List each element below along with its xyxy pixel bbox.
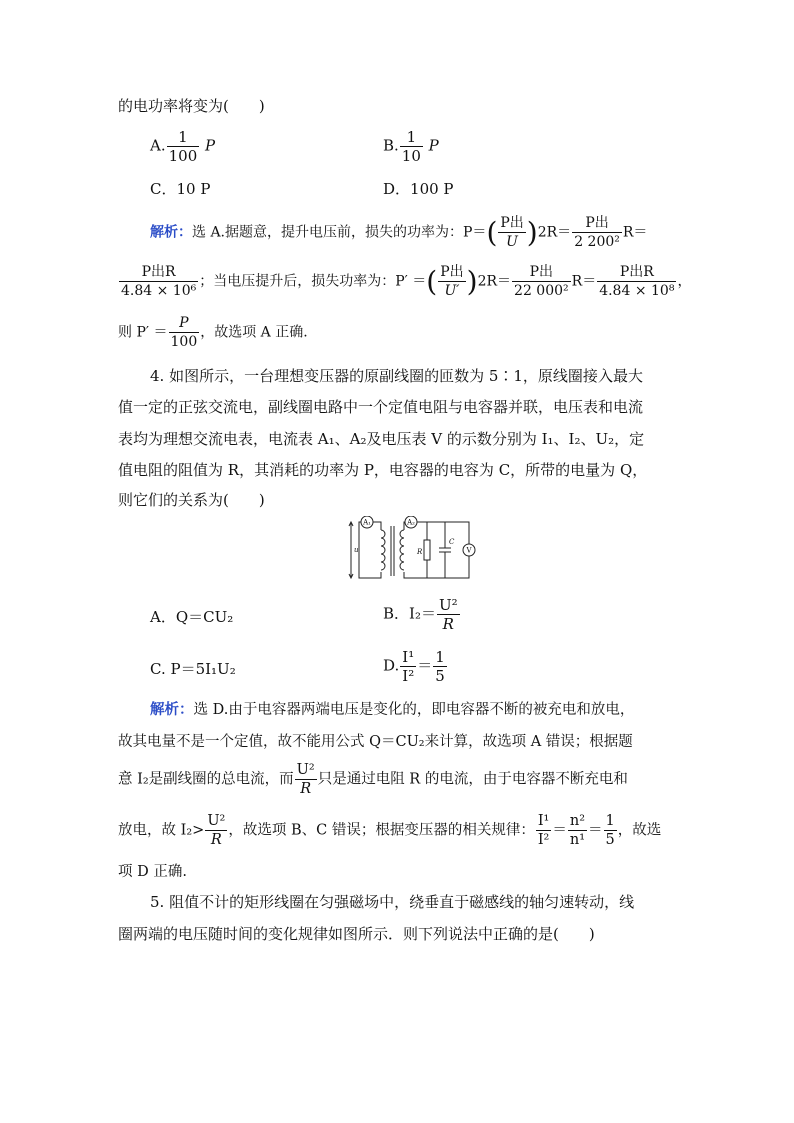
q3-option-a: A. $\frac{1}{100}$ P <box>150 128 216 165</box>
q4-line-5: 则它们的关系为( ) <box>118 491 265 509</box>
q4-option-d: D. $\frac{\text{I¹}}{\text{I²}}$ ＝ $\frac{1}{5}$ <box>383 648 445 685</box>
q5-line-2: 圈两端的电压随时间的变化规律如图所示．则下列说法中正确的是( ) <box>118 925 595 943</box>
q4-option-c: C. P＝5I₁U₂ <box>150 660 236 678</box>
q4-solution-line-1: 解析：选 D.由于电容器两端电压是变化的，即电容器不断的被充电和放电， <box>150 701 635 718</box>
q3-solution-line-3: 则 P′ ＝ $\frac{P}{100}$ ，故选项 A 正确. <box>118 315 308 350</box>
q4-line-3: 表均为理想交流电表，电流表 A₁、A₂及电压表 V 的示数分别为 I₁、I₂、U₂，定 <box>118 430 645 448</box>
q4-option-a: A．Q＝CU₂ <box>150 608 234 626</box>
q3-optA-fraction: $\frac{1}{100}$ <box>168 128 198 165</box>
q3-solution-line-1: 解析：选 A.据题意，提升电压前，损失的功率为：P＝( $\frac{\text{P出}}{U}$ )2R＝ $\frac{\text{P出}}{\text{2 200²}}$ R＝ <box>150 215 648 250</box>
q4-solution-line-5: 项 D 正确. <box>118 864 187 880</box>
transformer-circuit-diagram <box>345 516 485 586</box>
q3-option-b: B. $\frac{1}{10}$ P <box>383 128 439 165</box>
q3-option-c: C．10 P <box>150 180 211 198</box>
q3-optB-fraction: $\frac{1}{10}$ <box>401 128 421 165</box>
source-u-label: u <box>354 546 359 554</box>
q4-solution-line-3: 意 I₂是副线圈的总电流，而 $\frac{\text{U²}}{R}$ 只是通过电阻 R 的电流，由于电容器不断充电和 <box>118 762 628 797</box>
q4-solution-line-2: 故其电量不是一个定值，故不能用公式 Q＝CU₂来计算，故选项 A 错误；根据题 <box>118 734 633 750</box>
q3-stem-end: 的电功率将变为( ) <box>118 97 265 115</box>
q4-option-b: B．I₂＝ $\frac{\text{U²}}{R}$ <box>383 596 458 633</box>
q4-line-4: 值电阻的阻值为 R，其消耗的功率为 P，电容器的电容为 C，所带的电量为 Q， <box>118 461 648 479</box>
q3-option-d: D．100 P <box>383 180 454 198</box>
voltmeter-label: V <box>466 546 472 555</box>
resistor-label: R <box>417 548 423 556</box>
q4-line-2: 值一定的正弦交流电，副线圈电路中一个定值电阻与电容器并联，电压表和电流 <box>118 398 644 416</box>
capacitor-label: C <box>449 538 455 546</box>
ammeter-a2-label: A₂ <box>407 518 415 527</box>
q3-solution-line-2: $\frac{\text{P出R}}{\text{4.84 × 10⁶}}$ ；当电压提升后，损失功率为：P′ ＝( $\frac{\text{P出}}{U'}$ )2R＝ $\frac{\text{P出}}{\text{22 000²}}$ R＝ $\frac{\text{P出R}}{\text{4.84 × 10⁸}}$ ， <box>121 264 692 299</box>
ammeter-a1-label: A₁ <box>363 518 371 527</box>
q4-solution-line-4: 放电，故 I₂> $\frac{\text{U²}}{R}$ ，故选项 B、C 错误；根据变压器的相关规律： $\frac{\text{I¹}}{\text{I²}}$ ＝ $\frac{\text{n²}}{\text{n¹}}$ ＝ $\frac{1}{5}$ ，故选 <box>118 813 662 848</box>
q5-line-1: 5. 阻值不计的矩形线圈在匀强磁场中，绕垂直于磁感线的轴匀速转动，线 <box>150 893 635 911</box>
q4-line-1: 4. 如图所示，一台理想变压器的原副线圈的匝数为 5∶1，原线圈接入最大 <box>150 367 643 385</box>
